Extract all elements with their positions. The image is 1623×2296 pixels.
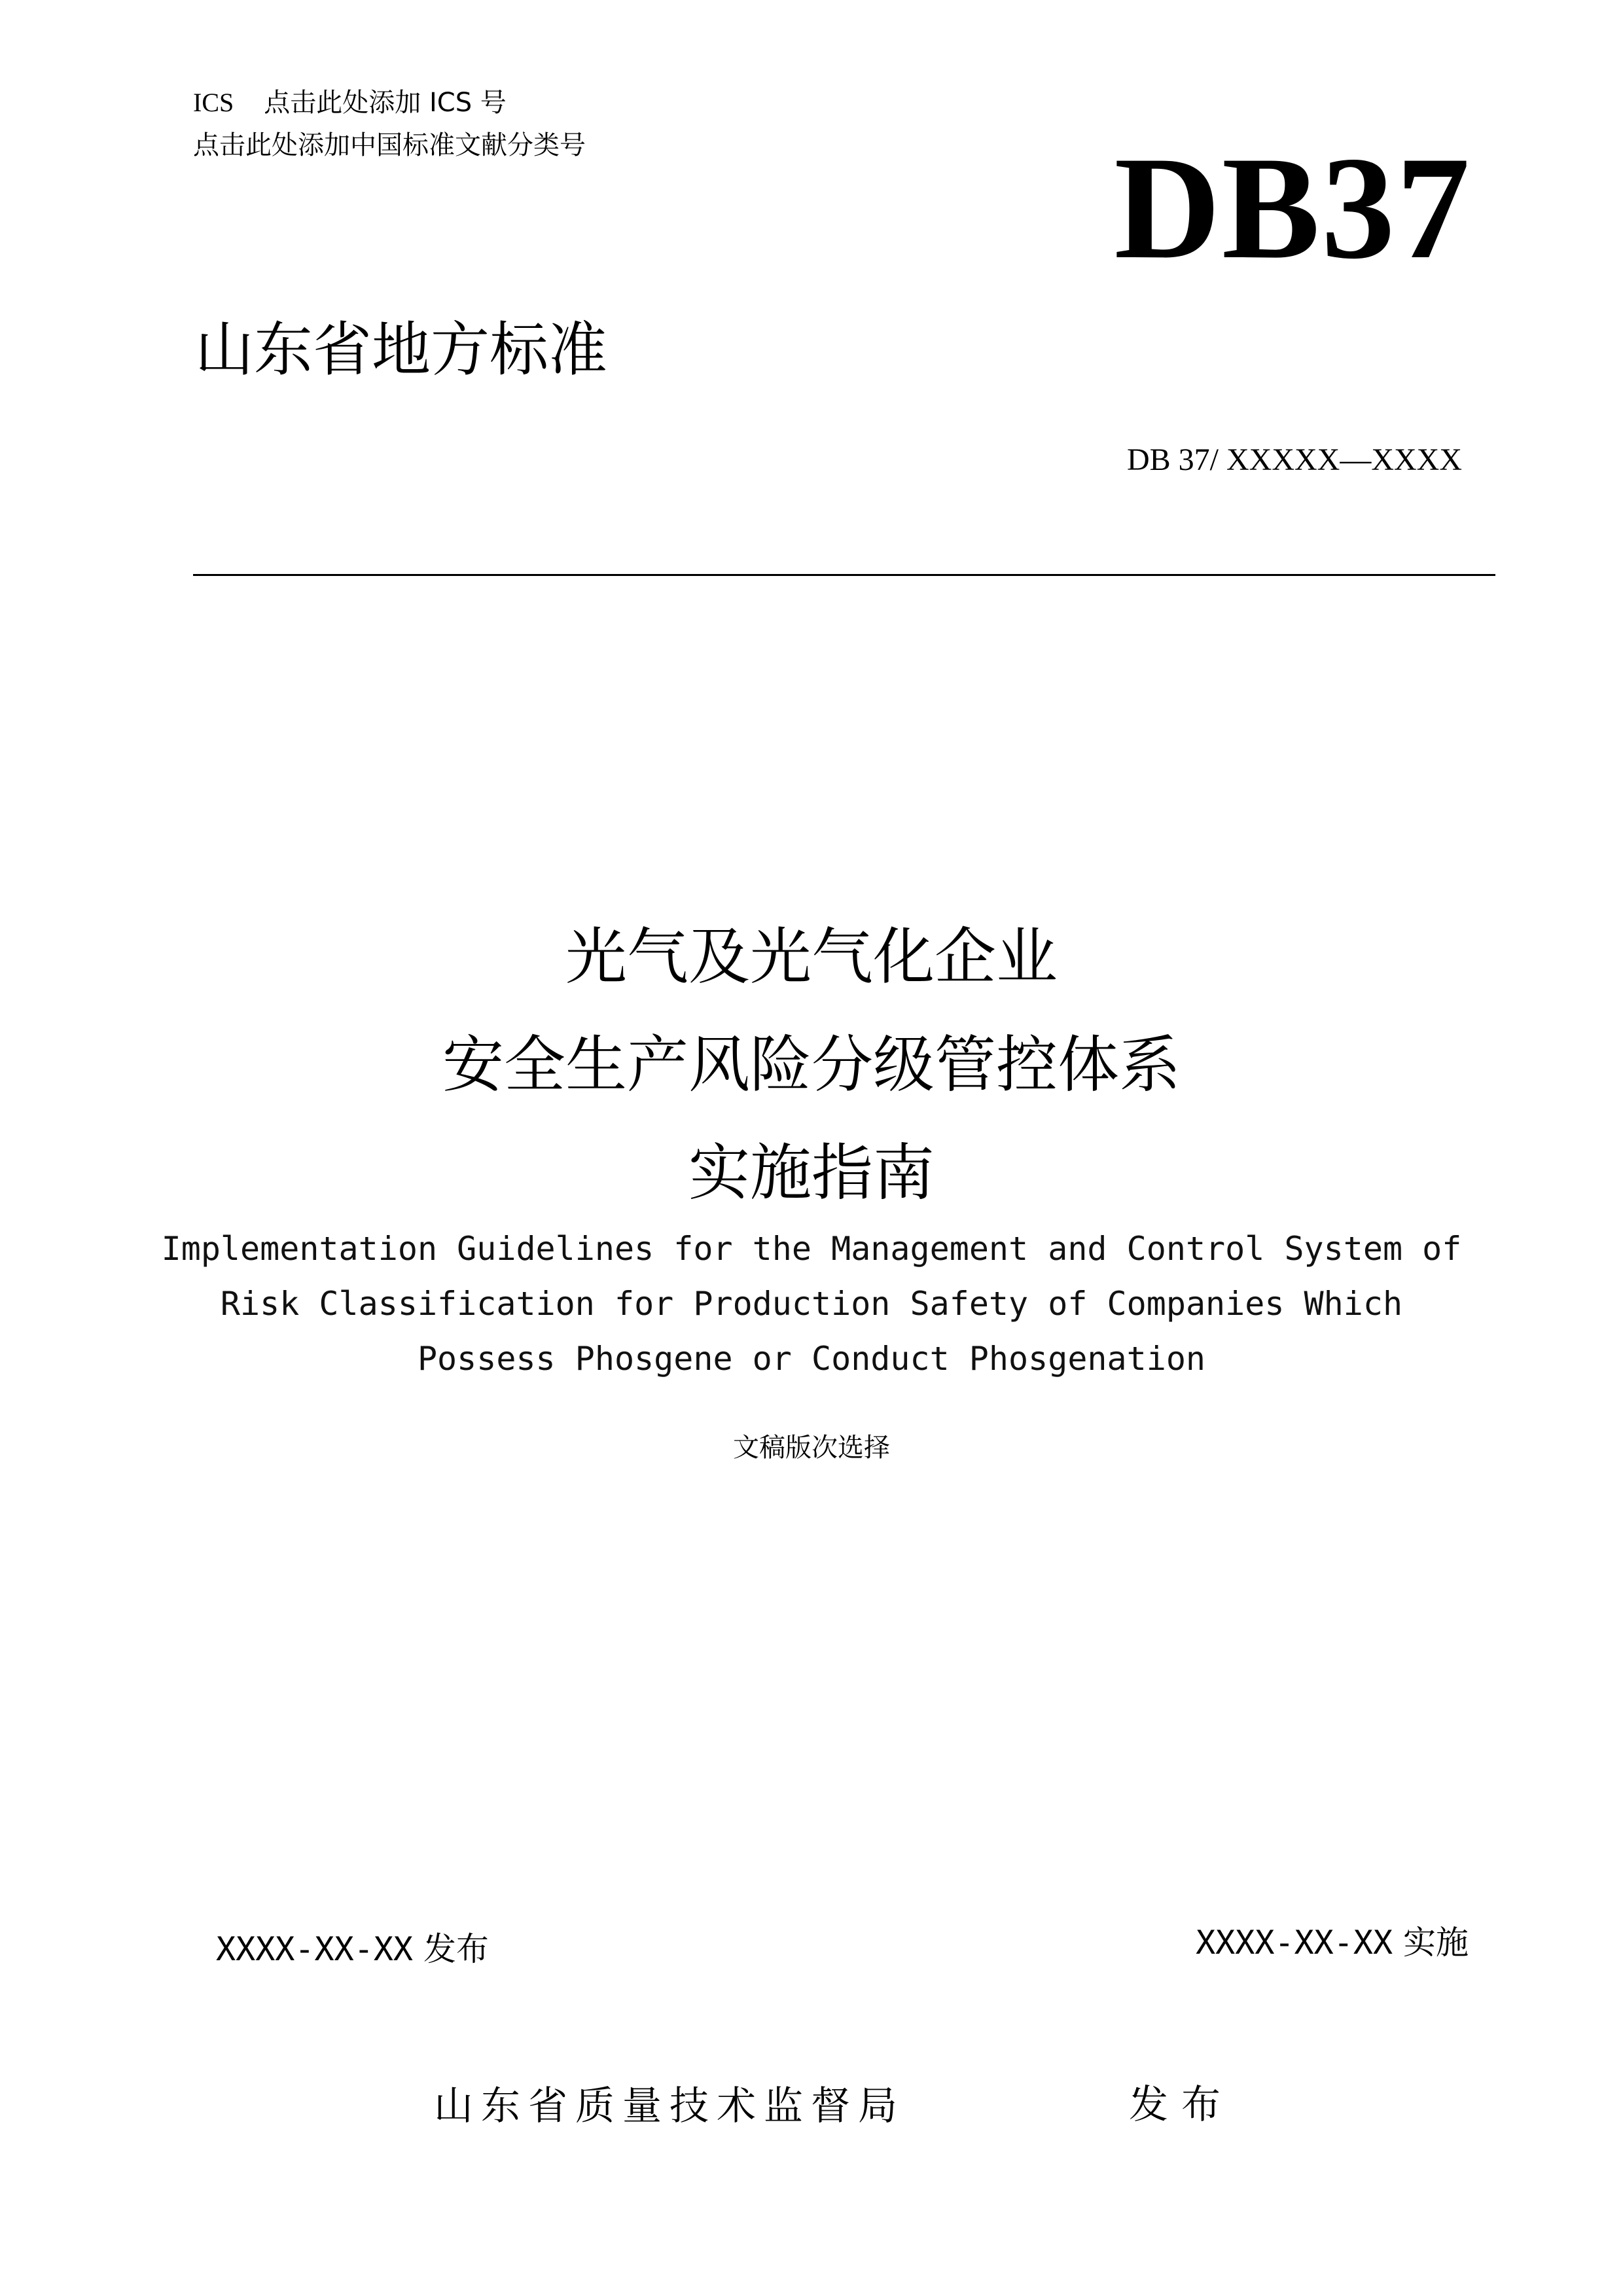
standard-code: DB 37/ XXXXX—XXXX — [1127, 442, 1462, 477]
ics-line — [193, 82, 507, 119]
publish-date — [216, 1923, 489, 1970]
draft-version-selector[interactable]: 文稿版次选择 — [733, 1433, 890, 1463]
chinese-title-line: 实施指南 — [688, 1138, 935, 1209]
english-title-line: Implementation Guidelines for the Management and Control System of — [161, 1230, 1462, 1268]
publish-date-value: XXXX-XX-XX — [216, 1930, 414, 1968]
chinese-title — [0, 903, 1623, 1227]
chinese-title-line: 光气及光气化企业 — [565, 922, 1058, 993]
ics-label: ICS — [193, 88, 234, 117]
effective-date — [1196, 1916, 1469, 1964]
effective-date-value: XXXX-XX-XX — [1196, 1924, 1393, 1962]
classification-number-placeholder[interactable]: 点击此处添加中国标准文献分类号 — [193, 130, 586, 160]
standard-logo: DB37 — [1114, 126, 1471, 289]
publish-date-label: 发布 — [423, 1930, 489, 1968]
english-title-line: Possess Phosgene or Conduct Phosgenation — [417, 1340, 1206, 1378]
english-title-line: Risk Classification for Production Safety of Companies Which — [220, 1285, 1403, 1323]
english-title — [0, 1221, 1623, 1386]
ics-number-placeholder[interactable]: 点击此处添加 ICS 号 — [264, 88, 507, 118]
standard-type: 山东省地方标准 — [195, 315, 607, 384]
chinese-title-line: 安全生产风险分级管控体系 — [442, 1030, 1181, 1101]
issuing-authority: 山东省质量技术监督局 — [434, 2083, 905, 2129]
header-divider — [193, 574, 1495, 576]
issuing-action: 发布 — [1129, 2082, 1234, 2128]
effective-date-label: 实施 — [1403, 1924, 1469, 1962]
